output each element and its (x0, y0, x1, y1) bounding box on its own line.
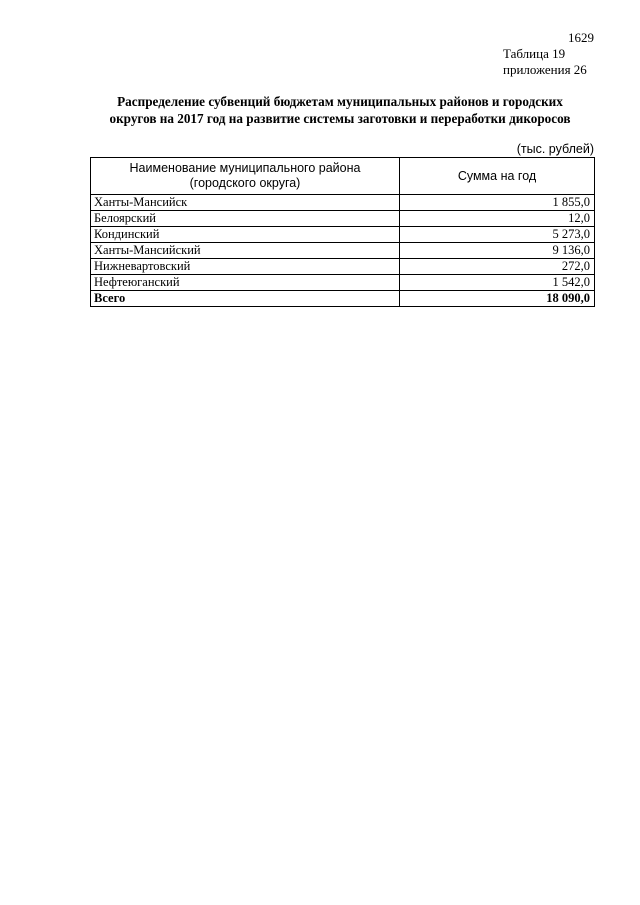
table-header-row (91, 158, 595, 195)
column-header-name (91, 158, 400, 195)
units-label: (тыс. рублей) (516, 142, 594, 156)
subsidies-table (90, 157, 595, 307)
table-row (91, 243, 595, 259)
table-row (91, 195, 595, 211)
row-amount: 5 273,0 (400, 227, 595, 243)
row-name: Ханты-Мансийский (91, 243, 400, 259)
row-amount: 9 136,0 (400, 243, 595, 259)
table-row (91, 227, 595, 243)
table-row (91, 275, 595, 291)
table-total-row (91, 291, 595, 307)
column-header-amount: Сумма на год (400, 158, 595, 195)
table-number: Таблица 19 (503, 46, 566, 61)
document-title (60, 93, 620, 127)
column-header-name-line-2: (городского округа) (189, 176, 301, 190)
appendix-number: приложения 26 (503, 62, 587, 77)
page-number: 1629 (568, 30, 594, 45)
row-amount: 1 542,0 (400, 275, 595, 291)
row-name: Белоярский (91, 211, 400, 227)
row-name: Кондинский (91, 227, 400, 243)
table-row (91, 211, 595, 227)
row-amount: 272,0 (400, 259, 595, 275)
document-title-line-1: Распределение субвенций бюджетам муниципальных районов и городских (117, 94, 563, 109)
table-reference (503, 46, 587, 78)
total-label: Всего (91, 291, 400, 307)
row-amount: 12,0 (400, 211, 595, 227)
row-amount: 1 855,0 (400, 195, 595, 211)
document-title-line-2: округов на 2017 год на развитие системы заготовки и переработки дикоросов (109, 111, 571, 126)
row-name: Ханты-Мансийск (91, 195, 400, 211)
total-amount: 18 090,0 (400, 291, 595, 307)
column-header-name-line-1: Наименование муниципального района (129, 161, 361, 175)
row-name: Нижневартовский (91, 259, 400, 275)
row-name: Нефтеюганский (91, 275, 400, 291)
table-row (91, 259, 595, 275)
